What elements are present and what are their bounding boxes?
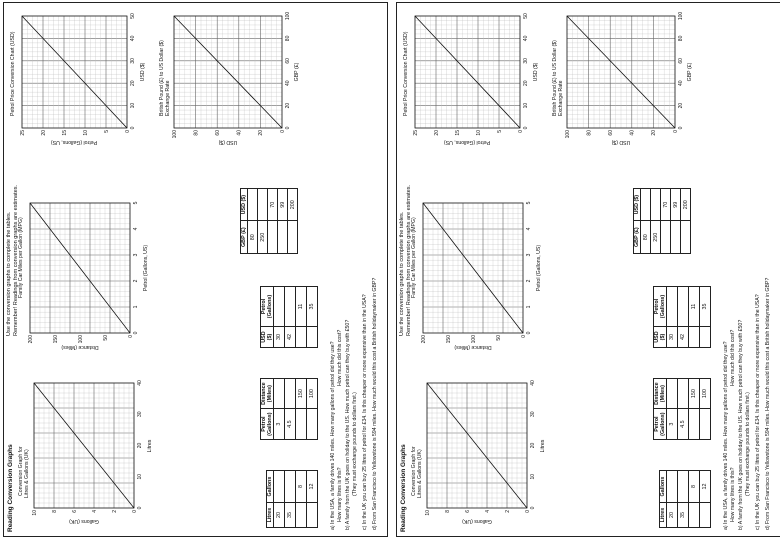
table-cell: 70 [268,189,278,221]
table-header: Petrol (Gallons) [261,287,274,327]
y-tick-label: 100 [171,130,178,139]
table-cell: 35 [307,287,318,327]
table-cell[interactable] [285,287,296,327]
litres-graph-title-1: Conversion Graph for [18,446,24,496]
y-tick-label: 100 [564,130,571,139]
y-tick-label: 20 [651,130,658,136]
question-a-line-3: How much did this cost? [337,329,343,386]
question-b-line-1: b) A family from the UK goes on holiday to the US. How much petrol can they buy with £50? [738,319,744,530]
currency-graph-title-1: British Pound (£) to US Dollar ($) [159,40,165,116]
x-tick-label: 3 [133,253,139,257]
y-tick-label: 4 [484,510,491,513]
table-cell[interactable] [671,221,681,254]
y-tick-label: 0 [524,510,531,513]
petrol-price-graph-title: Petrol Price Conversion Chart (USD) [10,31,16,116]
table-cell: 150 [296,379,307,409]
litres-graph-title-2: Litres & Gallons (UK) [24,449,30,498]
x-tick-label: 60 [678,58,684,64]
table-cell[interactable] [307,327,318,348]
table-cell: 200 [288,189,298,221]
table-cell: 12 [307,471,318,503]
petrol-price-y-label: Petrol (Gallons, US) [443,139,491,145]
question-c: c) In the UK you can buy 25 litres of petrol for £34. Is this cheaper or more expensive than in the USA? [362,294,368,530]
x-tick-label: 0 [133,331,139,335]
x-tick-label: 3 [526,253,532,257]
table-cell: 30 [274,327,285,348]
worksheet-page-left [3,2,388,537]
y-tick-label: 4 [91,510,98,513]
petrol-distance-table [260,378,318,440]
table-cell: 150 [689,379,700,409]
worksheet-title: Reading Conversion Graphs [7,444,14,532]
table-cell: 42 [678,327,689,348]
mpg-y-axis-label: Distance (Miles) [454,344,492,350]
table-cell[interactable] [296,409,307,440]
table-cell: 3 [274,409,285,440]
table-cell: 12 [700,471,711,503]
table-cell: 42 [285,327,296,348]
instruction-line-2: Remember! Readings from conversion graphs are estimates. [406,184,412,336]
y-tick-label: 0 [517,130,524,133]
y-tick-label: 2 [504,510,511,513]
y-tick-label: 6 [71,510,78,513]
y-tick-label: 50 [495,335,502,341]
y-tick-label: 5 [103,130,110,133]
x-tick-label: 5 [526,201,532,205]
petrol-distance-table [653,378,711,440]
table-header: Petrol (Gallons) [654,409,667,440]
table-cell[interactable] [678,471,689,503]
instruction-line-1: Use the conversion graphs to complete the tables. [399,211,405,336]
table-cell: 80 [248,221,258,254]
table-cell[interactable] [667,379,678,409]
x-tick-label: 40 [523,35,529,42]
table-cell[interactable] [667,471,678,503]
x-tick-label: 30 [523,58,529,64]
table-header: Petrol (Gallons) [261,409,274,440]
petrol-price-graph-title: Petrol Price Conversion Chart (USD) [403,31,409,116]
y-tick-label: 40 [236,130,243,136]
instruction-line-2: Remember! Readings from conversion graphs are estimates. [13,184,19,336]
gallons-axis-label: Gallons (UK) [69,518,99,524]
table-cell[interactable] [651,189,661,221]
table-cell[interactable] [268,221,278,254]
currency-graph-title-1: British Pound (£) to US Dollar ($) [552,40,558,116]
table-cell: 20 [667,503,678,528]
table-cell[interactable] [248,189,258,221]
table-header: USD ($) [241,189,248,221]
y-tick-label: 8 [51,510,58,513]
question-d: d) From San Francisco to Yellowstone is 594 miles. How much would this cost a British holidaymaker in GBP? [765,277,771,530]
x-tick-label: 50 [130,13,136,19]
question-c: c) In the UK you can buy 25 litres of petrol for £34. Is this cheaper or more expensive than in the USA? [755,294,761,530]
table-cell[interactable] [678,379,689,409]
x-tick-label: 0 [678,126,684,130]
y-tick-label: 0 [124,130,131,133]
table-cell: 200 [681,189,691,221]
usd-petrol-table [653,286,711,348]
table-cell[interactable] [296,327,307,348]
y-tick-label: 0 [131,510,138,513]
table-cell: 35 [678,503,689,528]
x-tick-label: 60 [285,58,291,64]
usd-petrol-table [260,286,318,348]
table-cell[interactable] [278,221,288,254]
table-header: Gallons [267,471,274,503]
table-cell[interactable] [274,379,285,409]
table-header: USD ($) [634,189,641,221]
y-tick-label: 2 [111,510,118,513]
table-cell: 4.5 [678,409,689,440]
x-tick-label: 4 [526,227,532,231]
table-cell: 99 [278,189,288,221]
y-tick-label: 25 [19,130,26,136]
x-tick-label: 1 [133,305,139,309]
petrol-price-graph [413,6,541,146]
x-tick-label: 5 [133,201,139,205]
table-cell: 80 [641,221,651,254]
mpg-graph [421,196,541,351]
table-cell[interactable] [700,327,711,348]
y-tick-label: 10 [82,130,89,136]
currency-x-label: GBP (£) [294,62,300,82]
x-tick-label: 0 [526,331,532,335]
litres-gallons-table [266,470,318,528]
petrol-price-x-label: USD ($) [140,62,146,82]
table-header: Distance (Miles) [261,379,274,409]
worksheet-page-right [396,2,780,537]
y-tick-label: 15 [454,130,461,136]
table-header: USD ($) [654,327,667,348]
x-tick-label: 50 [523,13,529,19]
table-cell[interactable] [274,287,285,327]
currency-graph-title-2: Exchange Rate [558,80,564,116]
table-cell: 100 [307,379,318,409]
table-header: Gallons [660,471,667,503]
y-tick-label: 100 [470,335,477,344]
x-tick-label: 40 [530,380,536,386]
table-cell: 4.5 [285,409,296,440]
table-cell: 8 [296,471,307,503]
table-cell[interactable] [274,471,285,503]
y-tick-label: 150 [52,335,59,344]
litres-gallons-table [659,470,711,528]
x-tick-label: 0 [137,506,143,510]
mpg-y-axis-label: Distance (Miles) [61,344,99,350]
x-tick-label: 100 [285,11,291,21]
table-cell[interactable] [689,327,700,348]
x-tick-label: 4 [133,227,139,231]
currency-y-label: USD ($) [218,139,238,145]
question-a-line-1: a) In the USA, a family drives 140 miles. How many gallons of petrol did they use? [723,341,729,530]
y-tick-label: 10 [424,510,431,516]
mpg-x-axis-label: Petrol (Gallons, US) [143,244,149,292]
y-tick-label: 0 [520,335,527,338]
gallons-axis-label: Gallons (UK) [462,518,492,524]
x-tick-label: 20 [678,102,684,109]
litres-gallons-graph [425,381,545,526]
table-cell[interactable] [689,409,700,440]
x-tick-label: 0 [285,126,291,130]
question-d: d) From San Francisco to Yellowstone is 594 miles. How much would this cost a British holidaymaker in GBP? [372,277,378,530]
table-cell[interactable] [667,287,678,327]
litres-gallons-graph [32,381,152,526]
table-cell: 8 [689,471,700,503]
petrol-price-graph [20,6,148,146]
table-header: Litres [660,503,667,528]
petrol-price-y-label: Petrol (Gallons, US) [50,139,98,145]
currency-y-label: USD ($) [611,139,631,145]
table-header: Distance (Miles) [654,379,667,409]
y-tick-label: 20 [40,130,47,136]
table-cell: 30 [667,327,678,348]
question-b-line-1: b) A family from the UK goes on holiday to the US. How much petrol can they buy with £50? [345,319,351,530]
table-cell: 20 [274,503,285,528]
table-header: GBP (£) [241,221,248,254]
question-b-line-2: (They must exchange pounds to dollars first.) [745,392,751,496]
gbp-usd-table [240,188,298,254]
question-b-line-2: (They must exchange pounds to dollars first.) [352,392,358,496]
table-cell[interactable] [641,189,651,221]
x-tick-label: 10 [130,102,136,109]
y-tick-label: 200 [420,335,427,344]
y-tick-label: 0 [127,335,134,338]
worksheet-rotated-content [397,3,780,536]
y-tick-label: 10 [475,130,482,136]
x-tick-label: 30 [130,58,136,64]
x-tick-label: 40 [137,380,143,386]
table-cell: 100 [700,379,711,409]
x-tick-label: 20 [285,102,291,109]
table-cell[interactable] [288,221,298,254]
y-tick-label: 20 [258,130,265,136]
table-cell[interactable] [285,471,296,503]
y-tick-label: 15 [61,130,68,136]
table-cell[interactable] [661,221,671,254]
table-cell: 3 [667,409,678,440]
table-cell[interactable] [296,503,307,528]
x-tick-label: 40 [285,80,291,86]
table-header: Litres [267,503,274,528]
y-tick-label: 100 [77,335,84,344]
y-tick-label: 8 [444,510,451,513]
table-cell: 35 [285,503,296,528]
currency-graph [565,6,695,146]
x-tick-label: 0 [523,126,529,130]
table-header: Petrol (Gallons) [654,287,667,327]
mpg-graph-title: Family Car Miles per Gallon (MPG) [411,217,417,298]
mpg-x-axis-label: Petrol (Gallons, US) [536,244,542,292]
x-tick-label: 2 [133,279,139,283]
y-tick-label: 60 [608,130,614,136]
x-tick-label: 40 [130,35,136,42]
x-tick-label: 40 [678,80,684,86]
y-tick-label: 20 [433,130,440,136]
table-cell: 250 [651,221,661,254]
y-tick-label: 80 [586,130,593,136]
table-cell[interactable] [678,287,689,327]
x-tick-label: 100 [678,11,684,21]
x-tick-label: 80 [678,35,684,42]
y-tick-label: 150 [445,335,452,344]
currency-graph-title-2: Exchange Rate [165,80,171,116]
worksheet-rotated-content [4,3,387,536]
worksheet-title: Reading Conversion Graphs [400,444,407,532]
table-cell: 99 [671,189,681,221]
table-cell[interactable] [700,409,711,440]
litres-axis-label: Litres [540,439,546,453]
y-tick-label: 25 [412,130,419,136]
table-cell: 250 [258,221,268,254]
table-cell[interactable] [700,503,711,528]
x-tick-label: 30 [137,411,143,418]
y-tick-label: 60 [215,130,221,136]
y-tick-label: 0 [279,130,286,133]
currency-graph [172,6,302,146]
x-tick-label: 20 [130,80,136,86]
x-tick-label: 10 [137,473,143,480]
petrol-price-x-label: USD ($) [533,62,539,82]
question-a-line-3: How much did this cost? [730,329,736,386]
x-tick-label: 0 [130,126,136,130]
x-tick-label: 0 [530,506,536,510]
y-tick-label: 6 [464,510,471,513]
question-a-line-2: How many litres is this? [730,467,736,522]
y-tick-label: 200 [27,335,34,344]
table-cell: 11 [689,287,700,327]
x-tick-label: 20 [530,442,536,449]
litres-graph-title-1: Conversion Graph for [411,446,417,496]
mpg-graph [28,196,148,351]
table-cell: 70 [661,189,671,221]
y-tick-label: 50 [102,335,109,341]
instruction-line-1: Use the conversion graphs to complete the tables. [6,211,12,336]
gbp-usd-table [633,188,691,254]
y-tick-label: 10 [31,510,38,516]
table-header: USD ($) [261,327,274,348]
x-tick-label: 2 [526,279,532,283]
table-cell: 11 [296,287,307,327]
table-cell[interactable] [689,503,700,528]
y-tick-label: 0 [672,130,679,133]
y-tick-label: 5 [496,130,503,133]
question-a-line-1: a) In the USA, a family drives 140 miles. How many gallons of petrol did they use? [330,341,336,530]
table-cell[interactable] [258,189,268,221]
table-header: GBP (£) [634,221,641,254]
x-tick-label: 10 [530,473,536,480]
table-cell[interactable] [307,503,318,528]
y-tick-label: 80 [193,130,200,136]
litres-graph-title-2: Litres & Gallons (UK) [417,449,423,498]
table-cell[interactable] [285,379,296,409]
x-tick-label: 1 [526,305,532,309]
table-cell[interactable] [681,221,691,254]
y-tick-label: 40 [629,130,636,136]
x-tick-label: 20 [523,80,529,86]
question-a-line-2: How many litres is this? [337,467,343,522]
x-tick-label: 30 [530,411,536,418]
mpg-graph-title: Family Car Miles per Gallon (MPG) [18,217,24,298]
litres-axis-label: Litres [147,439,153,453]
x-tick-label: 80 [285,35,291,42]
x-tick-label: 10 [523,102,529,109]
x-tick-label: 20 [137,442,143,449]
table-cell[interactable] [307,409,318,440]
table-cell: 35 [700,287,711,327]
currency-x-label: GBP (£) [687,62,693,82]
